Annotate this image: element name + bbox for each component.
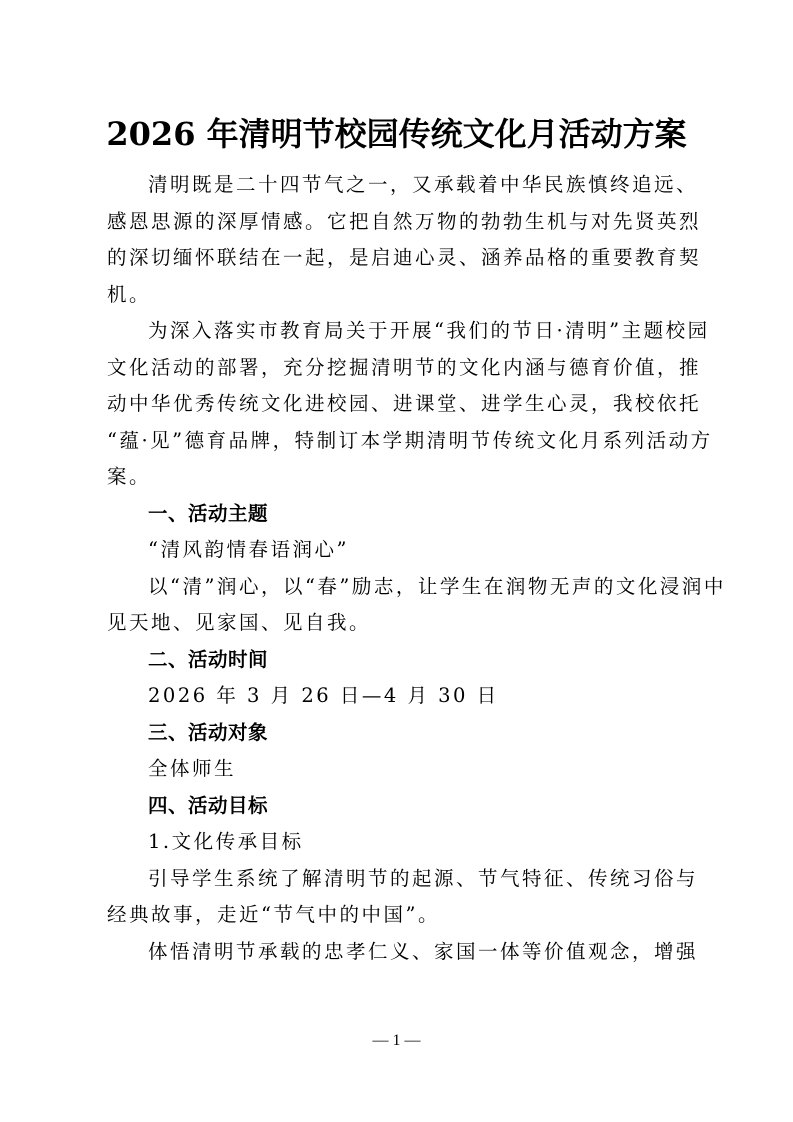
activity-date-range: 2026 年 3 月 26 日—4 月 30 日 bbox=[148, 684, 499, 707]
subheading-cultural-goal: 1.文化传承目标 bbox=[148, 830, 304, 853]
page-number: — 1 — bbox=[372, 1032, 421, 1049]
section-heading-time: 二、活动时间 bbox=[148, 647, 269, 671]
section-heading-audience: 三、活动对象 bbox=[148, 720, 269, 744]
paragraph-line: 见天地、见家国、见自我。 bbox=[107, 611, 372, 634]
paragraph-line: 为深入落实市教育局关于开展“我们的节日·清明”主题校园 bbox=[148, 319, 710, 342]
paragraph-line: “蕴·见”德育品牌，特制订本学期清明节传统文化月系列活动方 bbox=[107, 428, 713, 452]
paragraph-line: 案。 bbox=[107, 465, 152, 488]
paragraph-line: 以“清”润心，以“春”励志，让学生在润物无声的文化浸润中 bbox=[148, 574, 726, 598]
paragraph-line: 引导学生系统了解清明节的起源、节气特征、传统习俗与 bbox=[148, 866, 699, 890]
paragraph-line: 体悟清明节承载的忠孝仁义、家国一体等价值观念，增强 bbox=[148, 939, 699, 963]
paragraph-line: 机。 bbox=[107, 282, 152, 306]
audience-text: 全体师生 bbox=[148, 757, 237, 780]
paragraph-line: 文化活动的部署，充分挖掘清明节的文化内涵与德育价值，推 bbox=[107, 355, 702, 379]
paragraph-line: 动中华优秀传统文化进校园、进课堂、进学生心灵，我校依托 bbox=[107, 392, 702, 415]
section-heading-goals: 四、活动目标 bbox=[148, 793, 269, 817]
paragraph-line: 清明既是二十四节气之一，又承载着中华民族慎终追远、 bbox=[148, 173, 699, 196]
section-heading-theme: 一、活动主题 bbox=[148, 501, 269, 525]
paragraph-line: 的深切缅怀联结在一起，是启迪心灵、涵养品格的重要教育契 bbox=[107, 246, 702, 269]
theme-slogan: “清风韵情春语润心” bbox=[148, 538, 349, 561]
document-title: 2026 年清明节校园传统文化月活动方案 bbox=[106, 115, 687, 153]
paragraph-line: 经典故事，走近“节气中的中国”。 bbox=[107, 903, 440, 926]
paragraph-line: 感恩思源的深厚情感。它把自然万物的勃勃生机与对先贤英烈 bbox=[107, 209, 702, 233]
document-body bbox=[107, 167, 726, 970]
